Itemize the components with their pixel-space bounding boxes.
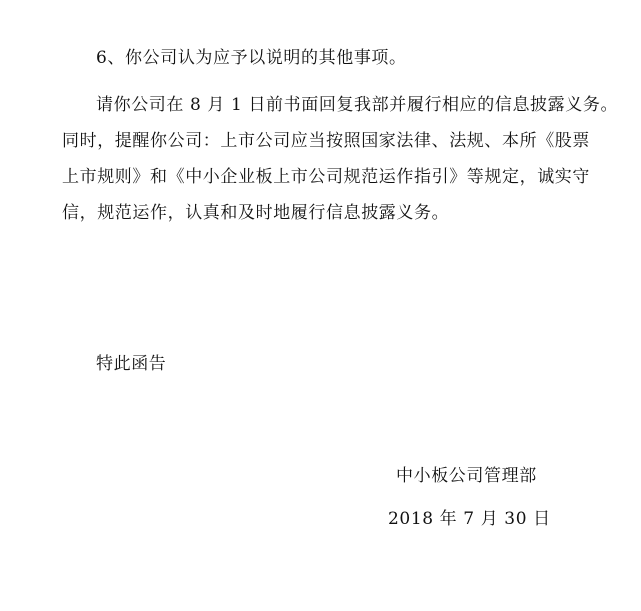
signature-department: 中小板公司管理部 — [396, 466, 537, 486]
item-6-text: 6、你公司认为应予以说明的其他事项。 — [96, 48, 407, 68]
signature-date: 2018 年 7 月 30 日 — [388, 509, 551, 529]
closing-text: 特此函告 — [96, 354, 167, 374]
reminder-text-line-1: 同时，提醒你公司：上市公司应当按照国家法律、法规、本所《股票 — [62, 131, 590, 151]
reminder-text-line-2: 上市规则》和《中小企业板上市公司规范运作指引》等规定，诚实守 — [62, 167, 590, 187]
reply-request-text: 请你公司在 8 月 1 日前书面回复我部并履行相应的信息披露义务。 — [96, 95, 619, 115]
reminder-text-line-3: 信，规范运作，认真和及时地履行信息披露义务。 — [62, 203, 450, 223]
